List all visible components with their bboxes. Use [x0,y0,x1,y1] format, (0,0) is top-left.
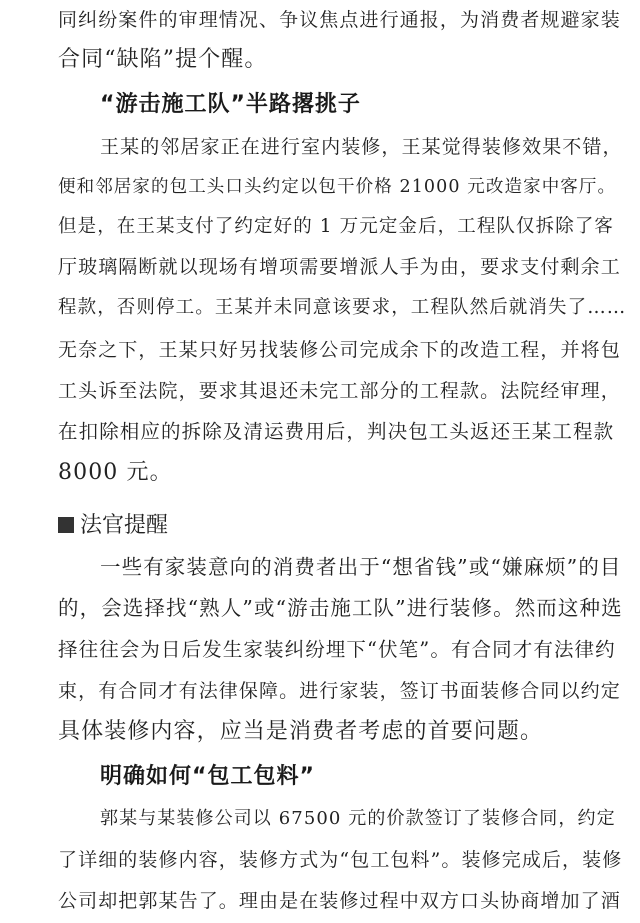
section1-line-8: 在扣除相应的拆除及清运费用后，判决包工头返还王某工程款 [58,420,615,443]
judge-tip-label [58,506,168,546]
section1-line-5: 程款，否则停工。王某并未同意该要求，工程队然后就消失了…… [58,297,627,318]
judge-tip-line-2: 的，会选择找“熟人”或“游击施工队”进行装修。然而这种选 [58,596,623,620]
judge-tip-line-5: 具体装修内容，应当是消费者考虑的首要问题。 [58,719,544,744]
section1-line-2: 便和邻居家的包工头口头约定以包干价格 21000 元改造家中客厅。 [58,177,617,197]
section1-line-3: 但是，在王某支付了约定好的 1 万元定金后，工程队仅拆除了客 [58,216,615,237]
section1-line-4: 厅玻璃隔断就以现场有增项需要增派人手为由，要求支付剩余工 [58,256,621,278]
section1-line-9: 8000 元。 [58,460,173,485]
judge-tip-line-4: 束，有合同才有法律保障。进行家装，签订书面装修合同以约定 [58,680,621,702]
judge-tip-text: 法官提醒 [80,513,169,538]
section2-line-3: 公司却把郭某告了。理由是在装修过程中双方口头协商增加了酒 [58,890,621,912]
intro-line-2: 合同“缺陷”提个醒。 [58,47,268,72]
square-bullet-icon [58,517,74,533]
section1-line-6: 无奈之下，王某只好另找装修公司完成余下的改造工程，并将包 [58,339,621,361]
section1-heading: “游击施工队”半路撂挑子 [100,92,361,117]
section2-heading: 明确如何“包工包料” [100,764,315,789]
section2-line-2: 了详细的装修内容，装修方式为“包工包料”。装修完成后，装修 [58,849,623,871]
section1-line-1: 王某的邻居家正在进行室内装修，王某觉得装修效果不错， [100,136,623,158]
section1-line-7: 工头诉至法院，要求其退还未完工部分的工程款。法院经审理， [58,380,621,402]
intro-line-1: 同纠纷案件的审理情况、争议焦点进行通报，为消费者规避家装 [58,9,621,31]
judge-tip-line-1: 一些有家装意向的消费者出于“想省钱”或“嫌麻烦”的目 [100,555,622,579]
judge-tip-line-3: 择往往会为日后发生家装纠纷埋下“伏笔”。有合同才有法律约 [58,638,616,661]
section2-line-1: 郭某与某装修公司以 67500 元的价款签订了装修合同，约定 [100,808,616,829]
